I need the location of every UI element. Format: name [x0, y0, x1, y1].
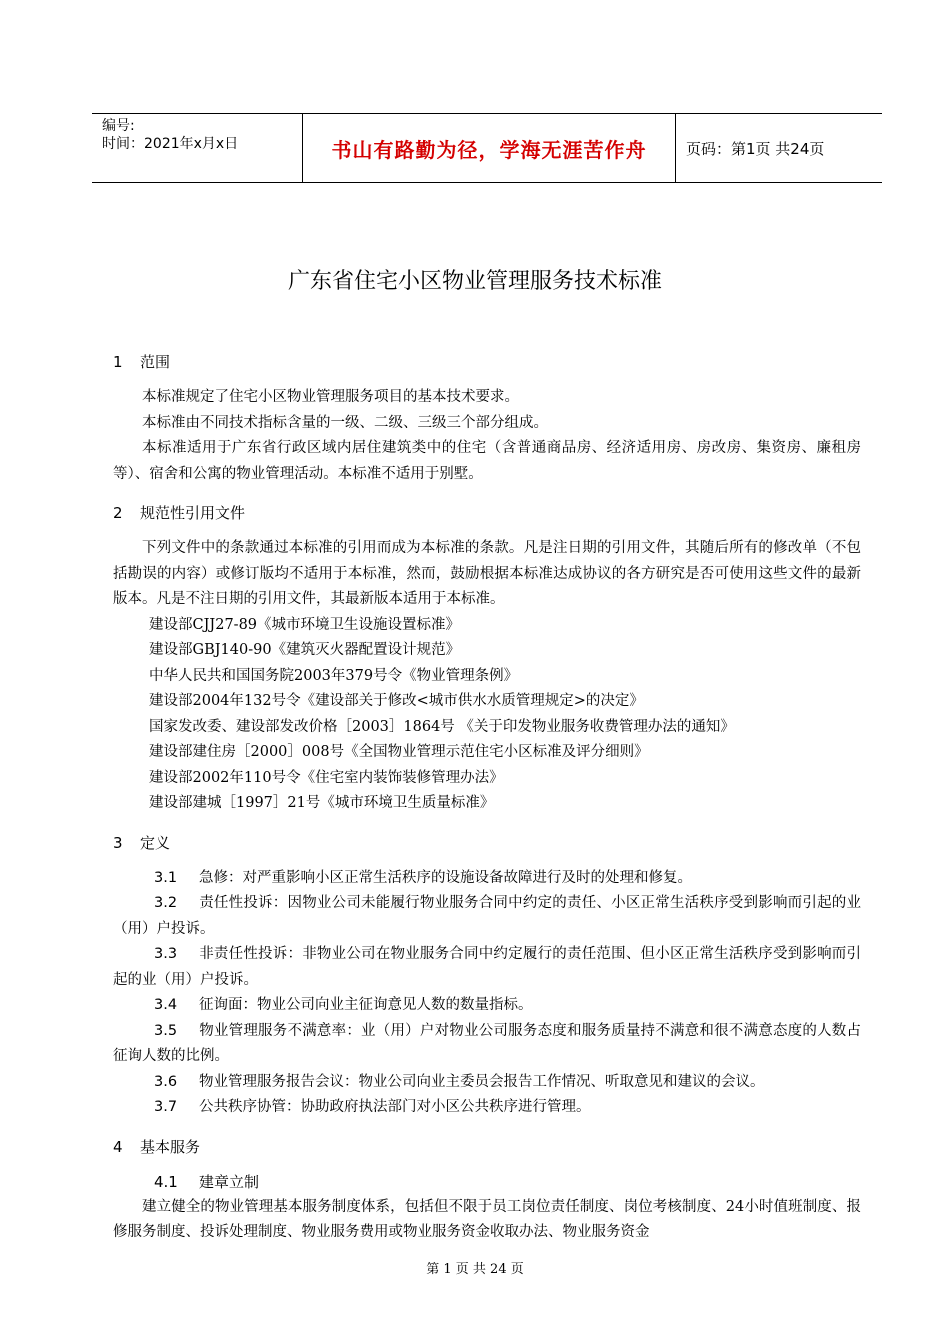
definition-text: 物业管理服务报告会议：物业公司向业主委员会报告工作情况、听取意见和建议的会议。 [199, 1073, 765, 1090]
header-meta [92, 114, 303, 182]
definition-text: 物业管理服务不满意率：业（用）户对物业公司服务态度和服务质量持不满意和很不满意态度的人数占征询人数的比例。 [113, 1022, 861, 1064]
reference-item: 中华人民共和国国务院2003年379号令《物业管理条例》 [149, 667, 519, 684]
section-heading [113, 832, 861, 854]
header-table [92, 113, 882, 183]
definition-item [113, 1070, 861, 1096]
time-label: 时间：2021年x月x日 [102, 136, 239, 152]
definition-number: 3.2 [154, 895, 178, 911]
section-number: 2 [113, 504, 123, 522]
section-title: 范围 [140, 353, 171, 371]
definition-text: 责任性投诉：因物业公司未能履行物业服务合同中约定的责任、小区正常生活秩序受到影响而引起的业（用）户投诉。 [113, 895, 861, 937]
definition-text: 公共秩序协管：协助政府执法部门对小区公共秩序进行管理。 [199, 1099, 591, 1115]
section-title: 定义 [140, 833, 171, 852]
paragraph: 本标准由不同技术指标含量的一级、二级、三级三个部分组成。 [142, 414, 548, 431]
reference-item: 建设部CJJ27-89《城市环境卫生设施设置标准》 [149, 616, 461, 633]
definition-number: 3.4 [154, 997, 178, 1013]
paragraph: 建立健全的物业管理基本服务制度体系，包括但不限于员工岗位责任制度、岗位考核制度、24小时值班制度、报修服务制度、投诉处理制度、物业服务费用或物业服务资金收取办法、物业服务资金 [113, 1198, 861, 1240]
paragraph: 下列文件中的条款通过本标准的引用而成为本标准的条款。凡是注日期的引用文件，其随后所有的修改单（不包括勘误的内容）或修订版均不适用于本标准，然而，鼓励根据本标准达成协议的各方研究是否可使用这些文件的最新版本。凡是不注日期的引用文件，其最新版本适用于本标准。 [113, 540, 861, 607]
definition-item [113, 993, 861, 1019]
section-heading [113, 351, 861, 373]
motto: 书山有路勤为径，学海无涯苦作舟 [303, 114, 676, 182]
section-number: 4 [113, 1137, 123, 1156]
section-number: 3 [113, 833, 123, 852]
page-footer: 第 1 页 共 24 页 [426, 1262, 524, 1277]
document-body [113, 351, 861, 1246]
section-title: 基本服务 [140, 1137, 201, 1156]
reference-item: 建设部2002年110号令《住宅室内装饰装修管理办法》 [149, 769, 504, 786]
definition-item [113, 866, 861, 892]
reference-item: 建设部2004年132号令《建设部关于修改<城市供水水质管理规定>的决定》 [149, 693, 644, 709]
definition-text: 非责任性投诉：非物业公司在物业服务合同中约定履行的责任范围、但小区正常生活秩序受到影响而引起的业（用）户投诉。 [113, 946, 861, 988]
definition-item [113, 891, 861, 942]
section-title: 规范性引用文件 [140, 504, 246, 522]
reference-item: 建设部GBJ140-90《建筑灭火器配置设计规范》 [149, 642, 461, 658]
definition-item [113, 942, 861, 993]
section-heading [113, 502, 861, 524]
definition-number: 3.3 [154, 946, 178, 962]
subsection-number: 4.1 [154, 1172, 178, 1191]
definition-number: 3.7 [154, 1099, 178, 1115]
definition-text: 征询面：物业公司向业主征询意见人数的数量指标。 [199, 997, 533, 1013]
definition-item [113, 1095, 861, 1121]
definition-text: 急修：对严重影响小区正常生活秩序的设施设备故障进行及时的处理和修复。 [199, 869, 692, 886]
subsection-title: 建章立制 [199, 1172, 260, 1191]
definition-number: 3.5 [154, 1022, 178, 1039]
definition-item [113, 1019, 861, 1070]
paragraph: 本标准适用于广东省行政区域内居住建筑类中的住宅（含普通商品房、经济适用房、房改房、集资房、廉租房等）、宿舍和公寓的物业管理活动。本标准不适用于别墅。 [113, 440, 861, 482]
reference-item: 建设部建住房［2000］008号《全国物业管理示范住宅小区标准及评分细则》 [149, 744, 649, 760]
reference-item: 国家发改委、建设部发改价格［2003］1864号 《关于印发物业服务收费管理办法的通知》 [149, 718, 735, 735]
section-heading [113, 1136, 861, 1158]
document-title: 广东省住宅小区物业管理服务技术标准 [287, 269, 662, 294]
section-number: 1 [113, 353, 123, 371]
page-info: 页码：第1页 共24页 [686, 139, 825, 158]
serial-label: 编号: [102, 118, 135, 134]
subsection-heading [113, 1170, 861, 1195]
reference-item: 建设部建城［1997］21号《城市环境卫生质量标准》 [149, 795, 495, 811]
definition-number: 3.6 [154, 1073, 178, 1090]
definition-number: 3.1 [154, 869, 178, 886]
paragraph: 本标准规定了住宅小区物业管理服务项目的基本技术要求。 [142, 389, 519, 405]
